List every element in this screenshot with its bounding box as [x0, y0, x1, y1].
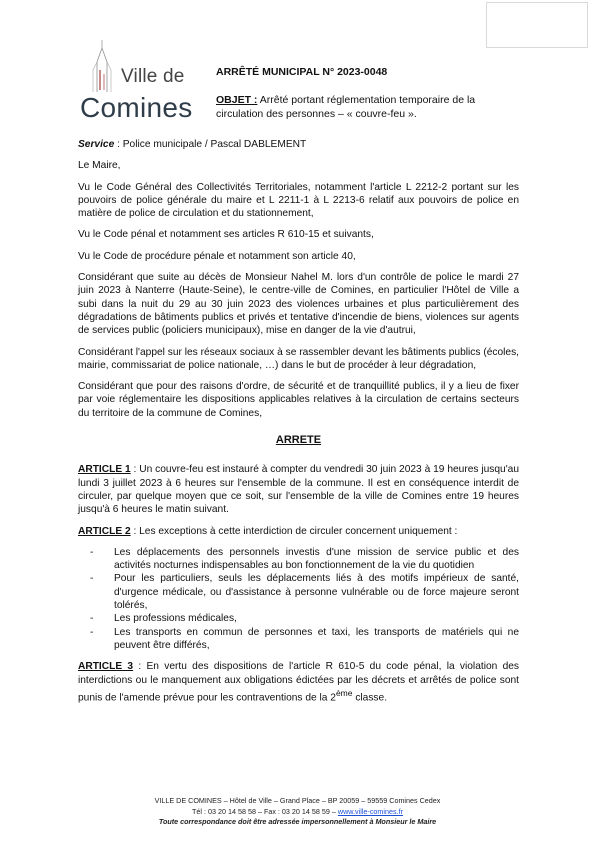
article-1-text: : Un couvre-feu est instauré à compter du vendredi 30 juin 2023 à 19 heures jusqu'au lundi 3 juillet 2023 à 6 heures sur l'ensemble de la commune. Il est en conséquence interdit de circuler, par quelque moyen que ce soit, sur l'ensemble de la ville de Comines entre 19 heures jusqu'à 6 heures le matin suivant.: [78, 464, 519, 516]
document-body: [78, 138, 519, 712]
article-1-label: ARTICLE 1: [78, 464, 131, 476]
logo-line-ville: Ville de: [121, 66, 185, 87]
website-link[interactable]: www.ville-comines.fr: [337, 806, 403, 816]
service-line: [78, 138, 519, 151]
footer-note: Toute correspondance doit être adressée impersonnellement à Monsieur le Maire: [158, 817, 437, 826]
objet-block: [216, 93, 518, 121]
article-2-label: ARTICLE 2: [78, 525, 131, 537]
article-3-text: : En vertu des dispositions de l'article R 610-5 du code pénal, la violation des interdictions ou le manquement aux obligations édictées par les décrets et arrêtés de police sont punis de l'amende prévue pour les contraventions de la 2: [78, 661, 519, 704]
page-footer: [0, 796, 595, 828]
article-3-superscript: ème: [335, 687, 353, 698]
arrete-heading: ARRETE: [275, 434, 322, 447]
footer-address: VILLE DE COMINES – Hôtel de Ville – Grand Place – BP 20059 – 59559 Comines Cedex: [154, 796, 441, 805]
considerant-paragraph: Considérant que suite au décès de Monsieur Nahel M. lors d'un contrôle de police le mardi 27 juin 2023 à Nanterre (Haute-Seine), le centre-ville de Comines, en particulier l'Hôtel de Ville a subi dans la nuit du 29 au 30 juin 2023 des violences urbaines et plus particulièrement des dégradations de bâtiments publics et privés et tentative d'incendie de biens, violences sur agents de services public (policiers municipaux), mise en danger de la vie d'autrui,: [78, 272, 519, 337]
considerant-paragraph: Considérant l'appel sur les réseaux sociaux à se rassembler devant les bâtiments publics (écoles, mairie, commissariat de police nationale, …) dans le but de procéder à leur dégradation,: [78, 346, 519, 371]
list-item: [78, 626, 519, 653]
article-3-label: ARTICLE 3: [78, 661, 134, 673]
ville-de-comines-logo: [76, 38, 194, 126]
article-3: [78, 660, 519, 704]
list-item-text: Pour les particuliers, seuls les déplacements liés à des motifs impérieux de santé, d'urgence médicale, ou d'assistance à personne vulnérable ou de force majeure seront tolérés,: [114, 573, 519, 612]
list-item: [78, 572, 519, 612]
article-2-text: : Les exceptions à cette interdiction de circuler concernent uniquement :: [130, 525, 458, 537]
dash-bullet: -: [90, 546, 94, 558]
list-item: [78, 612, 519, 625]
list-item-text: Les transports en commun de personnes et taxi, les transports de matériels qui ne peuvent être différés,: [114, 626, 519, 651]
dash-bullet: -: [90, 613, 94, 625]
objet-text: Arrêté portant réglementation temporaire de la circulation des personnes – « couvre-feu ».: [216, 94, 476, 120]
objet-label: OBJET :: [216, 94, 258, 106]
article-1: [78, 463, 519, 516]
intro-line: Le Maire,: [78, 160, 121, 172]
list-item-text: Les professions médicales,: [114, 613, 237, 625]
service-text: : Police municipale / Pascal DABLEMENT: [114, 139, 307, 150]
considerant-paragraph: Considérant que pour des raisons d'ordre, de sécurité et de tranquillité publics, il y a lieu de fixer par voie réglementaire les dispositions applicables relatives à la circulation de certains secteurs du territoire de la commune de Comines,: [78, 381, 519, 419]
vu-paragraph: Vu le Code pénal et notamment ses articles R 610-15 et suivants,: [78, 229, 374, 241]
exceptions-list: [78, 546, 519, 652]
service-label: Service: [78, 139, 115, 150]
list-item: [78, 546, 519, 573]
vu-paragraph: Vu le Code de procédure pénale et notamment son article 40,: [78, 250, 356, 262]
logo-line-comines: Comines: [80, 92, 193, 123]
dash-bullet: -: [90, 626, 94, 638]
dash-bullet: -: [90, 573, 94, 585]
list-item-text: Les déplacements des personnels investis d'une mission de service public et des activités nocturnes indispensables au bon fonctionnement de la vie du quotidien: [114, 546, 519, 572]
footer-contact: [0, 807, 595, 818]
stamp-box: [486, 2, 588, 48]
vu-paragraph: Vu le Code Général des Collectivités Territoriales, notamment l'article L 2212-2 portant sur les pouvoirs de police générale du maire et L 2211-1 à L 2213-6 relatif aux pouvoirs de police en matière de police de circulation et du stationnement,: [78, 181, 519, 220]
belfry-icon: [90, 40, 114, 92]
article-3-end: classe.: [352, 692, 388, 704]
article-2: [78, 525, 519, 538]
footer-phone-fax: Tél : 03 20 14 58 58 – Fax : 03 20 14 58 59 –: [192, 806, 338, 816]
arrete-number-title: ARRÊTÉ MUNICIPAL N° 2023-0048: [216, 66, 388, 78]
